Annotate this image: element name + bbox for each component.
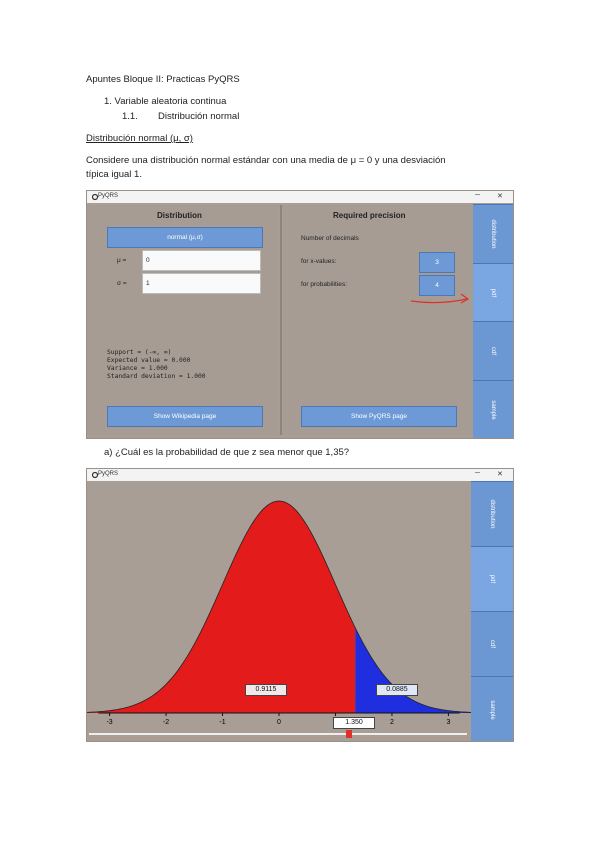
window-title: PyQRS [98, 193, 119, 199]
window-title-2: PyQRS [98, 471, 119, 477]
tab-distribution[interactable] [473, 204, 513, 263]
sigma-label: σ = [117, 280, 127, 287]
probabilities-label: for probabilities: [301, 281, 347, 288]
close-button-2[interactable]: ✕ [497, 471, 503, 478]
stats-support: Support = (-∞, ∞) [107, 349, 172, 356]
intro-paragraph-line2: típica igual 1. [86, 169, 142, 180]
window-titlebar [87, 191, 513, 203]
window-titlebar-2 [87, 469, 513, 481]
stats-expected: Expected value = 0.000 [107, 357, 191, 364]
mu-label: μ = [117, 257, 127, 264]
pdf-chart [87, 481, 471, 739]
panel-divider [280, 205, 282, 435]
tab-sample-label: sample [490, 400, 496, 420]
stats-variance: Variance = 1.000 [107, 365, 168, 372]
question-a: a) ¿Cuál es la probabilidad de que z sea menor que 1,35? [104, 447, 350, 458]
precision-panel [283, 205, 473, 435]
list-item-1-1-text: Distribución normal [158, 111, 240, 122]
pdf-plot-area [87, 481, 471, 739]
show-pyqrs-button[interactable]: Show PyQRS page [301, 406, 457, 427]
x-tick-label: -1 [219, 719, 226, 726]
minimize-button[interactable]: ─ [475, 192, 480, 199]
x-tick-label: -2 [162, 719, 170, 726]
tab2-sample-label: sample [489, 699, 495, 720]
xvalues-decimals-input[interactable]: 3 [419, 252, 455, 273]
tab2-cdf-label: cdf [489, 639, 495, 649]
x-value-input[interactable]: 1.350 [333, 717, 375, 729]
pyqrs-distribution-screenshot [86, 190, 514, 439]
tab2-distribution[interactable] [471, 481, 513, 546]
tab-pdf[interactable] [473, 263, 513, 321]
tab-pdf-label: pdf [490, 288, 496, 297]
document-heading: Apuntes Bloque II: Practicas PyQRS [86, 74, 240, 85]
list-item-1-1-number: 1.1. [122, 111, 138, 122]
tab2-distribution-label: distribution [489, 499, 495, 529]
tab-sample[interactable] [473, 380, 513, 439]
precision-header: Required precision [333, 211, 406, 220]
x-tick-label: 2 [389, 719, 394, 726]
minimize-button-2[interactable]: ─ [475, 470, 480, 477]
mu-input[interactable]: 0 [142, 250, 261, 271]
show-wikipedia-button[interactable]: Show Wikipedia page [107, 406, 263, 427]
decimals-label: Number of decimals [301, 235, 359, 242]
x-tick-label: 0 [277, 719, 281, 726]
annotation-arrow-icon [409, 287, 473, 309]
sigma-input[interactable]: 1 [142, 273, 261, 294]
tab2-pdf[interactable] [471, 546, 513, 611]
section-title: Distribución normal (μ, σ) [86, 133, 193, 144]
distribution-select-button[interactable]: normal (μ,σ) [107, 227, 263, 248]
tab-distribution-label: distribution [490, 219, 496, 249]
tab2-pdf-label: pdf [489, 574, 495, 584]
right-probability-label: 0.0885 [376, 684, 418, 696]
close-button[interactable]: ✕ [497, 193, 503, 200]
tab2-cdf[interactable] [471, 611, 513, 676]
x-tick-label: -3 [106, 719, 113, 726]
tab-cdf[interactable] [473, 321, 513, 380]
xvalues-label: for x-values: [301, 258, 337, 265]
tab2-sample[interactable] [471, 676, 513, 742]
distribution-header: Distribution [157, 211, 202, 220]
x-tick-label: 3 [446, 719, 451, 726]
intro-paragraph-line1: Considere una distribución normal estándar con una media de μ = 0 y una desviación [86, 155, 446, 166]
probabilities-decimals-input[interactable]: 4 [419, 275, 455, 296]
pyqrs-pdf-screenshot [86, 468, 514, 742]
stats-sd: Standard deviation = 1.000 [107, 373, 206, 380]
x-slider-handle[interactable] [346, 730, 352, 738]
left-probability-label: 0.9115 [245, 684, 287, 696]
distribution-panel [87, 205, 279, 435]
tab-cdf-label: cdf [490, 346, 496, 356]
left-tail-area [87, 501, 355, 713]
list-item-1: 1. Variable aleatoria continua [104, 96, 227, 107]
distribution-stats [107, 349, 206, 381]
